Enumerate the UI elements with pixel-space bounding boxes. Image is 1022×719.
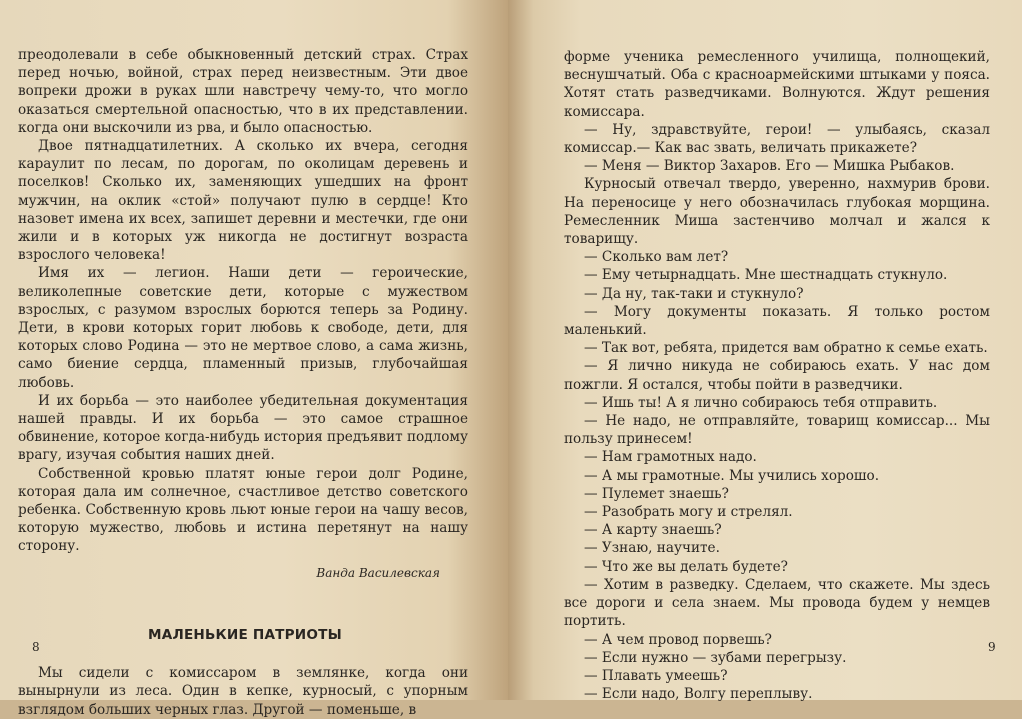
author-signature: Ванда Василевская [316,565,440,580]
right-page-text [564,48,990,703]
dialogue-line: — Если нужно — зубами перегрызу. [584,649,847,666]
dialogue-line: — Ему четырнадцать. Мне шестнадцать стукнуло. [584,267,948,284]
paragraph: И их борьба — это наиболее убедительная документация нашей правды. И их борьба — это самое страшное обвинение, которое когда-нибудь история предъявит подлому врагу, изучая события наших дней. [18,392,468,464]
left-page-text [18,46,468,719]
dialogue-line: — Если надо, Волгу переплыву. [584,686,813,703]
paragraph: Имя их — легион. Наши дети — героические, великолепные советские дети, которые с мужеством взрослых, с разумом взрослых борются теперь за Родину. Дети, в крови которых горит любовь к свободе, дети, для которых слово Родина — это не мертвое слово, а сама жизнь, само биение сердца, пламенный призыв, глубочайшая любовь. [18,265,468,391]
dialogue-line: — Пулемет знаешь? [584,485,729,502]
dialogue-line: — Плавать умеешь? [584,667,728,684]
paragraph: Курносый отвечал твердо, уверенно, нахмурив брови. На переносице у него обозначилась глубокая морщина. Ремесленник Миша застенчиво молчал и жался к товарищу. [564,176,990,248]
dialogue-line: — Узнаю, научите. [584,540,720,557]
paragraph: форме ученика ремесленного училища, полнощекий, веснушчатый. Оба с красноармейскими штыками у пояса. Хотят стать разведчиками. Волнуются. Ждут решения комиссара. [564,49,990,120]
paragraph: Собственной кровью платят юные герои долг Родине, которая дала им солнечное, счастливое детство советского ребенка. Собственную кровь льют юные герои на чашу весов, которую мужество, любовь и истина перетянут на нашу сторону. [18,465,468,555]
left-page [0,0,508,718]
dialogue-line: — Да ну, так-таки и стукнуло? [584,285,804,302]
page-number: 9 [988,640,996,654]
paragraph: Мы сидели с комиссаром в землянке, когда они вынырнули из леса. Один в кепке, курносый, с упорным взглядом больших черных глаз. Другой — поменьше, в [18,665,468,718]
dialogue-line: — Ишь ты! А я лично собираюсь тебя отправить. [584,394,938,411]
dialogue-line: — Что же вы делать будете? [584,558,788,575]
section-heading: МАЛЕНЬКИЕ ПАТРИОТЫ [148,626,342,643]
dialogue-line: — А чем провод порвешь? [584,631,772,648]
dialogue-line: — Нам грамотных надо. [584,449,757,466]
dialogue-line: — Ну, здравствуйте, герои! — улыбаясь, сказал комиссар.— Как вас звать, величать прикажете? [564,121,990,157]
dialogue-line: — Так вот, ребята, придется вам обратно к семье ехать. [584,340,988,357]
dialogue-line: — А мы грамотные. Мы учились хорошо. [584,467,880,484]
dialogue-line: — Разобрать могу и стрелял. [584,504,793,521]
dialogue-line: — Не надо, не отправляйте, товарищ комиссар... Мы пользу принесем! [564,413,990,448]
paragraph: преодолевали в себе обыкновенный детский страх. Страх перед ночью, войной, страх перед неизвестным. Эти двое вопреки дрожи в руках шли навстречу чему-то, что могло оказаться смертельной опасностью, что в их представлении. когда они выскочили из рва, и было опасностью. [18,47,468,136]
right-page [508,0,1022,703]
dialogue-line: — А карту знаешь? [584,522,722,539]
dialogue-line: — Могу документы показать. Я только ростом маленький. [564,303,990,339]
dialogue-line: — Меня — Виктор Захаров. Его — Мишка Рыбаков. [584,158,955,175]
dialogue-line: — Хотим в разведку. Сделаем, что скажете. Мы здесь все дороги и села знаем. Мы провода будем у немцев портить. [564,576,990,630]
dialogue-line: — Сколько вам лет? [584,249,729,266]
paragraph: Двое пятнадцатилетних. А сколько их вчера, сегодня караулит по лесам, по дорогам, по околицам деревень и поселков! Сколько их, заменяющих ушедших на фронт мужчин, на оклик «стой» получают пулю в сердце! Кто назовет имена их всех, запишет деревни и местечки, где они жили и в которых уж никогда не достигнут возраста взрослого человека! [18,138,468,264]
dialogue-line: — Я лично никуда не собираюсь ехать. У нас дом пожгли. Я остался, чтобы пойти в разведчики. [564,358,990,393]
page-number: 8 [32,640,40,654]
